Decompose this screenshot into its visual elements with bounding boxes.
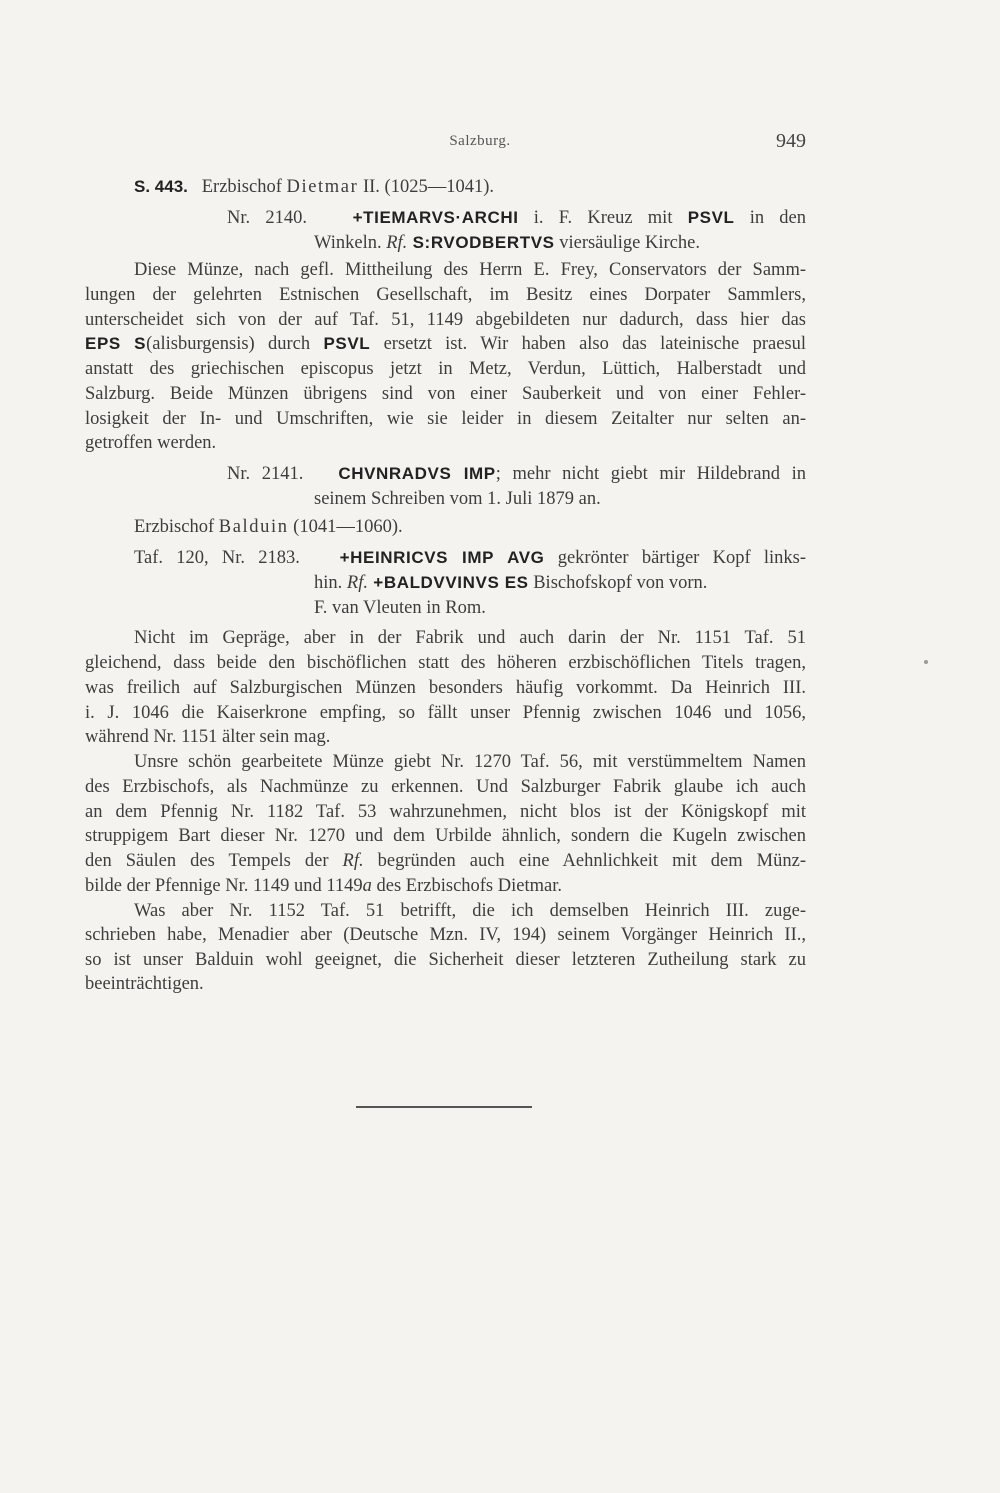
paragraph-line: bilde der Pfennige Nr. 1149 und 1149a des Erzbischofs Dietmar. <box>85 876 562 896</box>
paragraph-line: Salzburg. Beide Münzen übrigens sind von einer Sauberkeit und von einer Fehler- <box>85 384 806 404</box>
paragraph-line: schrieben habe, Menadier aber (Deutsche Mzn. IV, 194) seinem Vorgänger Heinrich II., <box>85 925 806 945</box>
coin-legend-reverse: +BALDVVINVS ES <box>367 573 529 592</box>
entry-number: Nr. 2141. <box>227 464 304 484</box>
entry-2141-line1: Nr. 2141. CHVNRADVS IMP; mehr nicht giebt mir Hildebrand in <box>227 464 807 484</box>
section-title-name: Dietmar <box>286 177 359 197</box>
paragraph-line: Diese Münze, nach gefl. Mittheilung des Herrn E. Frey, Conservators der Samm- <box>134 260 806 280</box>
entry-number: Nr. 2140. <box>227 208 307 228</box>
section2-title-name: Balduin <box>218 517 289 537</box>
reverse-abbrev: Rf. <box>386 233 408 253</box>
paragraph-line: losigkeit der In- und Umschriften, wie sie leider in diesem Zeitalter nur selten an- <box>85 409 806 429</box>
entry-text: i. F. Kreuz mit <box>518 208 688 228</box>
coin-legend: CHVNRADVS IMP <box>338 464 496 483</box>
paragraph-line: so ist unser Balduin wohl geeignet, die Sicherheit dieser letzteren Zutheilung stark zu <box>85 950 806 970</box>
paragraph-line: den Säulen des Tempels der Rf. begründen auch eine Aehnlichkeit mit dem Münz- <box>85 851 806 871</box>
entry-2183-line2: hin. Rf. +BALDVVINVS ES Bischofskopf von vorn. <box>314 573 708 593</box>
paragraph-line: unterscheidet sich von der auf Taf. 51, 1149 abgebildeten nur dadurch, dass hier das <box>85 310 806 330</box>
paragraph-line: lungen der gelehrten Estnischen Gesellschaft, im Besitz eines Dorpater Sammlers, <box>85 285 806 305</box>
coin-legend: +HEINRICVS IMP AVG <box>339 548 545 567</box>
coin-legend: S <box>134 334 147 353</box>
paragraph-line: Nicht im Gepräge, aber in der Fabrik und auch darin der Nr. 1151 Taf. 51 <box>134 628 806 648</box>
entry-2183-line1: Taf. 120, Nr. 2183. +HEINRICVS IMP AVG gekrönter bärtiger Kopf links- <box>134 548 806 568</box>
entry-2141-line2: seinem Schreiben vom 1. Juli 1879 an. <box>314 489 601 509</box>
end-rule <box>356 1106 532 1108</box>
paragraph-line: während Nr. 1151 älter sein mag. <box>85 727 331 747</box>
paragraph-line: des Erzbischofs, als Nachmünze zu erkennen. Und Salzburger Fabrik glaube ich auch <box>85 777 806 797</box>
reverse-abbrev: Rf. <box>342 851 364 871</box>
paragraph-line: an dem Pfennig Nr. 1182 Taf. 53 wahrzunehmen, nicht blos ist der Königskopf mit <box>85 802 806 822</box>
coin-legend-reverse: S:RVODBERTVS <box>407 233 555 252</box>
paragraph-line: gleichend, dass beide den bischöflichen statt des höheren erzbischöflichen Titels tragen, <box>85 653 806 673</box>
section-heading <box>134 175 494 199</box>
entry-number: Taf. 120, Nr. 2183. <box>134 548 300 568</box>
paragraph-line: i. J. 1046 die Kaiserkrone empfing, so fällt unser Pfennig zwischen 1046 und 1056, <box>85 703 806 723</box>
paragraph-line: EPS S(alisburgensis) durch PSVL ersetzt ist. Wir haben also das lateinische praesul <box>85 334 807 354</box>
entry-2140-line1 <box>227 206 806 230</box>
section-number: S. 443. <box>134 177 188 196</box>
section-title-post: II. (1025—1041). <box>358 177 494 197</box>
paragraph-line: beeinträchtigen. <box>85 974 204 994</box>
running-title: Salzburg. <box>449 133 511 149</box>
coin-legend-psvl: PSVL <box>687 208 735 227</box>
entry-text: Winkeln. <box>314 233 387 253</box>
coin-legend: EPS <box>85 334 121 353</box>
paragraph-line: Was aber Nr. 1152 Taf. 51 betrifft, die ich demselben Heinrich III. zuge- <box>134 901 806 921</box>
paragraph-line: was freilich auf Salzburgischen Münzen besonders häufig vorkommt. Da Heinrich III. <box>85 678 806 698</box>
section-title-pre: Erzbischof <box>201 177 287 197</box>
section2-heading: Erzbischof Balduin (1041—1060). <box>134 517 403 537</box>
coin-legend-psvl: PSVL <box>323 334 371 353</box>
entry-2183-provenance: F. van Vleuten in Rom. <box>314 598 486 618</box>
page-number: 949 <box>776 130 806 152</box>
paragraph-line: Unsre schön gearbeitete Münze giebt Nr. 1270 Taf. 56, mit verstümmeltem Namen <box>134 752 806 772</box>
paragraph-line: getroffen werden. <box>85 433 217 453</box>
paragraph-line: struppigem Bart dieser Nr. 1270 und dem Urbilde ähnlich, sondern die Kugeln zwischen <box>85 826 806 846</box>
coin-legend: +TIEMARVS·ARCHI <box>352 208 519 227</box>
entry-text: viersäulige Kirche. <box>554 233 700 253</box>
entry-text: in den <box>734 208 807 228</box>
paper-speck <box>924 660 928 664</box>
paragraph-line: anstatt des griechischen episcopus jetzt in Metz, Verdun, Lüttich, Halberstadt und <box>85 359 806 379</box>
reverse-abbrev: Rf. <box>346 573 368 593</box>
entry-2140-line2 <box>314 231 700 255</box>
